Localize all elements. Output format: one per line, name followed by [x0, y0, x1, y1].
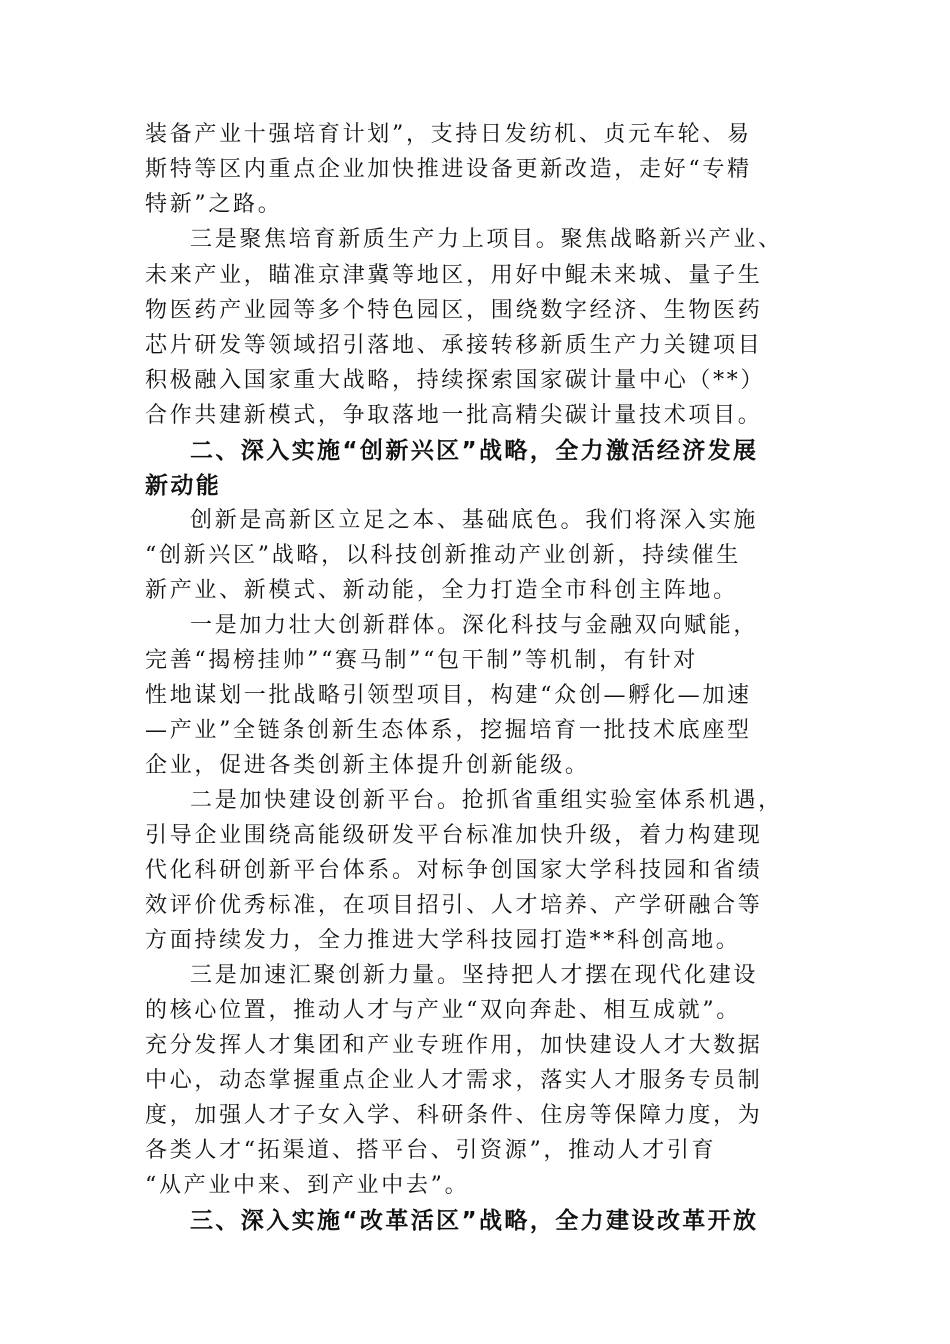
- text-line: 代化科研创新平台体系。对标争创国家大学科技园和省绩: [145, 858, 763, 883]
- text-line: 的核心位置，推动人才与产业“双向奔赴、相互成就”。: [145, 998, 741, 1023]
- section-heading: 新动能: [145, 473, 222, 499]
- text-line: 创新是高新区立足之本、基础底色。我们将深入实施: [190, 508, 759, 533]
- text-line: 二是加快建设创新平台。抢抓省重组实验室体系机遇，: [190, 788, 783, 813]
- text-line: 各类人才“拓渠道、搭平台、引资源”，推动人才引育: [145, 1138, 717, 1163]
- text-line: 方面持续发力，全力推进大学科技园打造**科创高地。: [145, 928, 741, 953]
- text-line: 性地谋划一批战略引领型项目，构建“众创—孵化—加速: [145, 683, 752, 708]
- text-line: 新产业、新模式、新动能，全力打造全市科创主阵地。: [145, 578, 738, 603]
- text-line: 特新”之路。: [145, 192, 283, 217]
- text-line: 中心，动态掌握重点企业人才需求，落实人才服务专员制: [145, 1068, 763, 1093]
- text-line: 装备产业十强培育计划”，支持日发纺机、贞元车轮、易: [145, 122, 752, 147]
- text-line: 引导企业围绕高能级研发平台标准加快升级，着力构建现: [145, 823, 763, 848]
- text-line: 充分发挥人才集团和产业专班作用，加快建设人才大数据: [145, 1033, 763, 1058]
- text-line: “创新兴区”战略，以科技创新推动产业创新，持续催生: [145, 543, 741, 568]
- section-heading: 二、深入实施“创新兴区”战略，全力激活经济发展: [190, 438, 759, 464]
- text-line: 未来产业，瞄准京津冀等地区，用好中鲲未来城、量子生: [145, 263, 763, 288]
- text-line: 效评价优秀标准，在项目招引、人才培养、产学研融合等: [145, 893, 763, 918]
- text-line: 完善“揭榜挂帅”“赛马制”“包干制”等机制，有针对: [145, 648, 698, 673]
- text-line: 合作共建新模式，争取落地一批高精尖碳计量技术项目。: [145, 403, 763, 428]
- text-line: 物医药产业园等多个特色园区，围绕数字经济、生物医药: [145, 298, 763, 323]
- text-line: 企业，促进各类创新主体提升创新能级。: [145, 753, 590, 778]
- text-line: “从产业中来、到产业中去”。: [145, 1173, 470, 1198]
- text-line: 一是加力壮大创新群体。深化科技与金融双向赋能，: [190, 613, 759, 638]
- text-line: 斯特等区内重点企业加快推进设备更新改造，走好“专精: [145, 157, 752, 182]
- text-line: —产业”全链条创新生态体系，挖掘培育一批技术底座型: [145, 718, 752, 743]
- text-line: 度，加强人才子女入学、科研条件、住房等保障力度，为: [145, 1103, 763, 1128]
- section-heading: 三、深入实施“改革活区”战略，全力建设改革开放: [190, 1208, 759, 1234]
- text-line: 芯片研发等领域招引落地、承接转移新质生产力关键项目: [145, 333, 763, 358]
- text-line: 三是聚焦培育新质生产力上项目。聚焦战略新兴产业、: [190, 227, 783, 252]
- text-line: 积极融入国家重大战略，持续探索国家碳计量中心（**）: [145, 368, 766, 393]
- text-line: 三是加速汇聚创新力量。坚持把人才摆在现代化建设: [190, 963, 759, 988]
